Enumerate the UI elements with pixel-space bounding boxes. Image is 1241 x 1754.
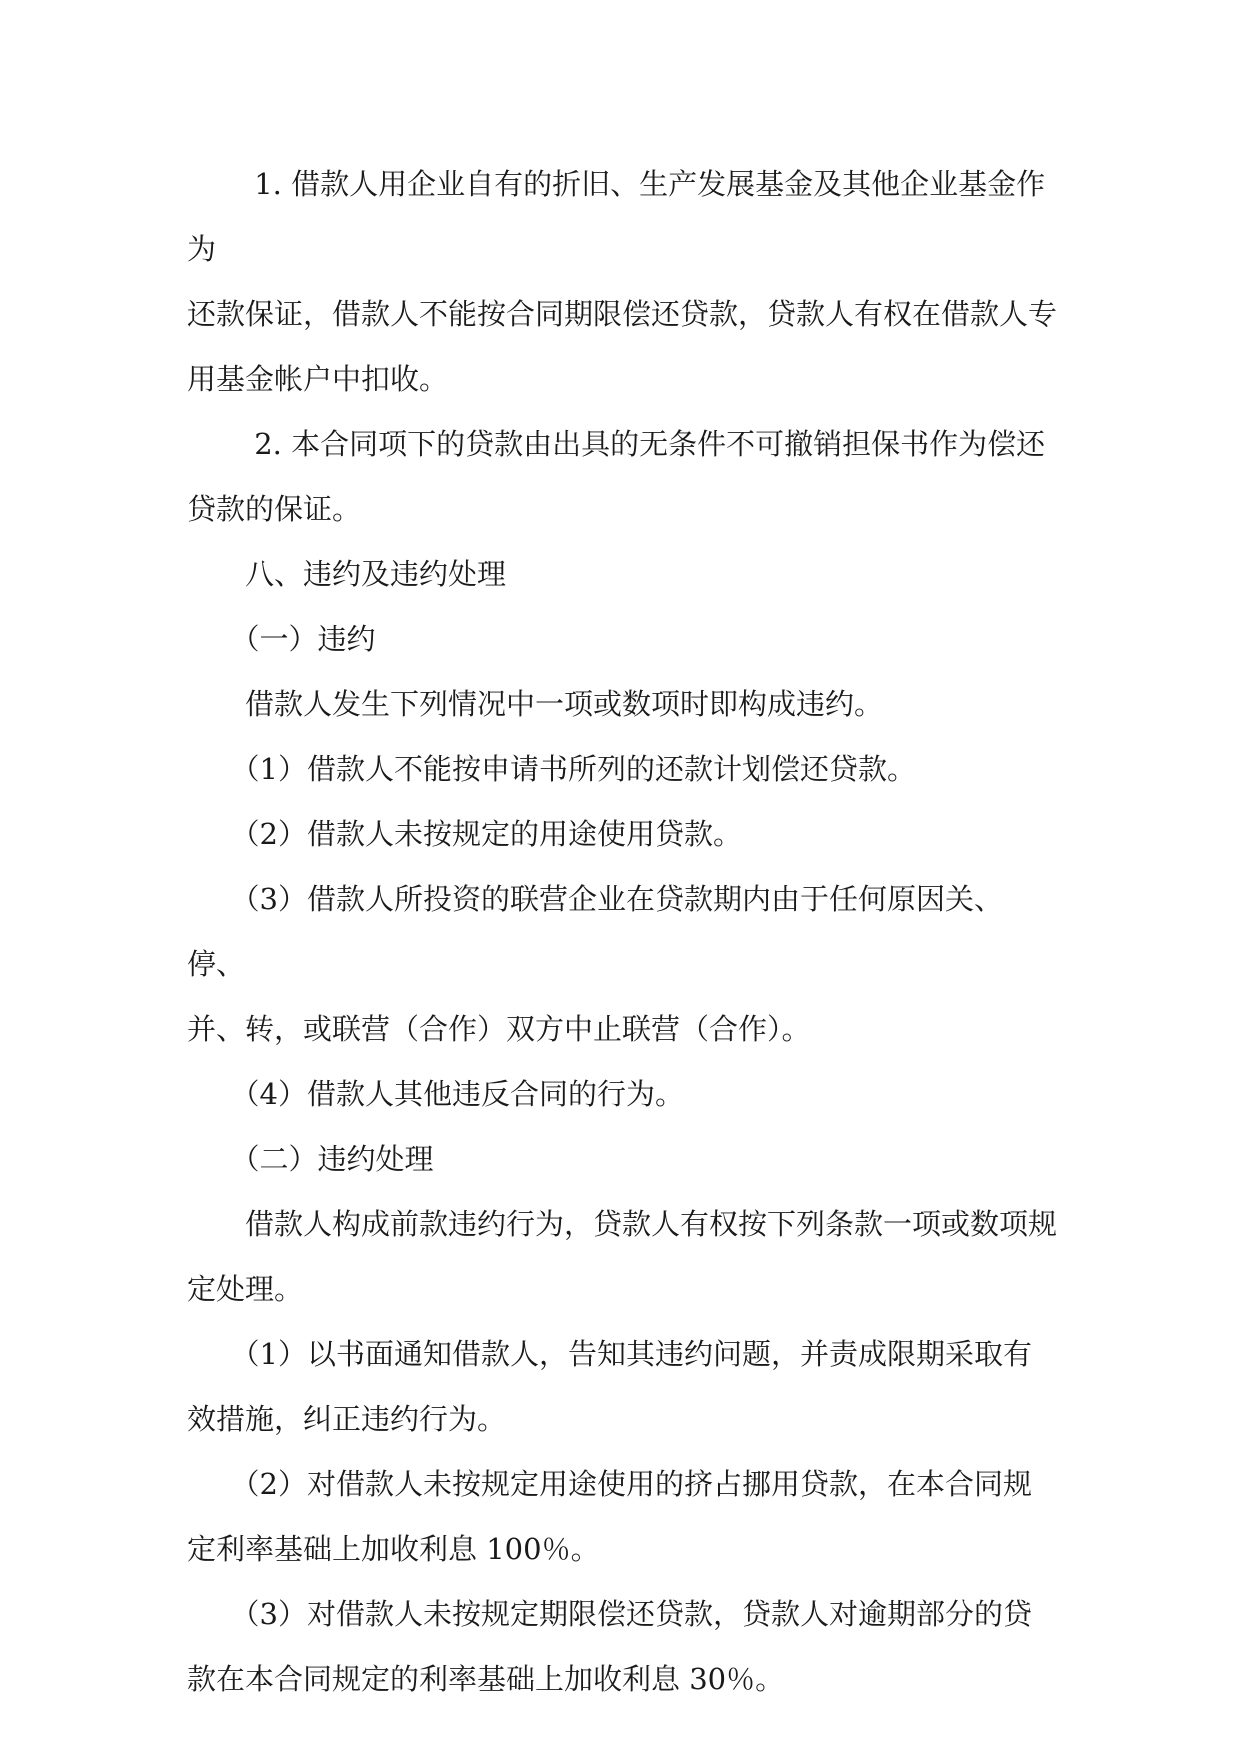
text-line: 用基金帐户中扣收。 [187, 362, 449, 396]
text-line: 1. 借款人用企业自有的折旧、生产发展基金及其他企业基金作为 [187, 167, 1046, 266]
text-line: 款在本合同规定的利率基础上加收利息 30％。 [187, 1662, 785, 1696]
text-line: 还款保证，借款人不能按合同期限偿还贷款，贷款人有权在借款人专 [187, 297, 1058, 331]
subsection-heading: （一）违约 [187, 622, 376, 656]
list-item: （4）借款人其他违反合同的行为。 [187, 1077, 684, 1111]
list-item: （3）对借款人未按规定期限偿还贷款，贷款人对逾期部分的贷 [187, 1597, 1032, 1631]
section-heading: 八、违约及违约处理 [187, 557, 507, 591]
text-line: 借款人构成前款违约行为，贷款人有权按下列条款一项或数项规 [187, 1207, 1058, 1241]
text-line: 并、转，或联营（合作）双方中止联营（合作）。 [187, 1012, 811, 1046]
text-line: 贷款的保证。 [187, 492, 362, 526]
text-line: 定处理。 [187, 1272, 304, 1306]
text-line: 借款人发生下列情况中一项或数项时即构成违约。 [187, 687, 884, 721]
text-line: 效措施，纠正违约行为。 [187, 1402, 507, 1436]
list-item: （1）以书面通知借款人，告知其违约问题，并责成限期采取有 [187, 1337, 1032, 1371]
list-item: （2）借款人未按规定的用途使用贷款。 [187, 817, 742, 851]
text-line: 定利率基础上加收利息 100％。 [187, 1532, 600, 1566]
subsection-heading: （二）违约处理 [187, 1142, 434, 1176]
list-item: （3）借款人所投资的联营企业在贷款期内由于任何原因关、停、 [187, 882, 1003, 981]
list-item: （1）借款人不能按申请书所列的还款计划偿还贷款。 [187, 752, 916, 786]
document-body [187, 152, 1057, 1712]
list-item: （2）对借款人未按规定用途使用的挤占挪用贷款，在本合同规 [187, 1467, 1032, 1501]
text-line: 2. 本合同项下的贷款由出具的无条件不可撤销担保书作为偿还 [187, 427, 1046, 461]
